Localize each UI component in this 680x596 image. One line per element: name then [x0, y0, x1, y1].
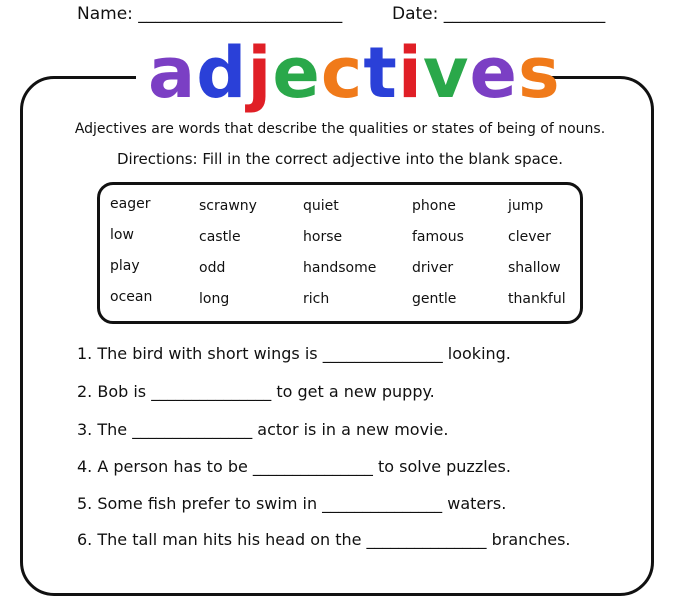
word-bank-word: low — [110, 227, 134, 243]
word-bank-word: driver — [412, 260, 454, 276]
word-bank-word: gentle — [412, 291, 457, 307]
title-letter: e — [272, 32, 321, 114]
word-bank-word: handsome — [303, 260, 377, 276]
word-bank-word: scrawny — [199, 198, 257, 214]
title-letter: i — [397, 32, 423, 114]
word-bank-word: long — [199, 291, 230, 307]
question-5[interactable]: 5. Some fish prefer to swim in _______________ waters. — [77, 494, 507, 513]
title-letter: a — [148, 32, 197, 114]
word-bank-word: jump — [508, 198, 544, 214]
word-bank-word: odd — [199, 260, 226, 276]
directions-text: Directions: Fill in the correct adjective into the blank space. — [116, 150, 564, 168]
question-6[interactable]: 6. The tall man hits his head on the _______________ branches. — [77, 530, 571, 549]
question-4[interactable]: 4. A person has to be _______________ to solve puzzles. — [77, 457, 511, 476]
word-bank-word: rich — [303, 291, 330, 307]
date-field[interactable]: Date: ___________________ — [392, 4, 606, 24]
word-bank-word: quiet — [303, 198, 339, 214]
word-bank-word: horse — [303, 229, 343, 245]
title-letter: j — [247, 32, 273, 114]
word-bank-word: clever — [508, 229, 551, 245]
question-3[interactable]: 3. The _______________ actor is in a new movie. — [77, 420, 449, 439]
word-bank-word: play — [110, 258, 140, 274]
name-field[interactable]: Name: ________________________ — [77, 4, 343, 24]
word-bank-word: phone — [412, 198, 456, 214]
definition-text: Adjectives are words that describe the qualities or states of being of nouns. — [74, 121, 606, 137]
title-letter: s — [517, 32, 561, 114]
word-bank-word: castle — [199, 229, 241, 245]
word-bank-word: thankful — [508, 291, 566, 307]
question-1[interactable]: 1. The bird with short wings is _______________ looking. — [77, 344, 511, 363]
title-letter: d — [196, 32, 248, 114]
title-letter: v — [422, 32, 470, 114]
title-letter: c — [320, 32, 364, 114]
worksheet-title — [148, 30, 561, 116]
word-bank-word: eager — [110, 196, 151, 212]
word-bank-word: shallow — [508, 260, 561, 276]
question-2[interactable]: 2. Bob is _______________ to get a new puppy. — [77, 382, 435, 401]
title-letter: t — [363, 32, 398, 114]
word-bank-word: famous — [412, 229, 464, 245]
word-bank-word: ocean — [110, 289, 153, 305]
title-letter: e — [469, 32, 518, 114]
